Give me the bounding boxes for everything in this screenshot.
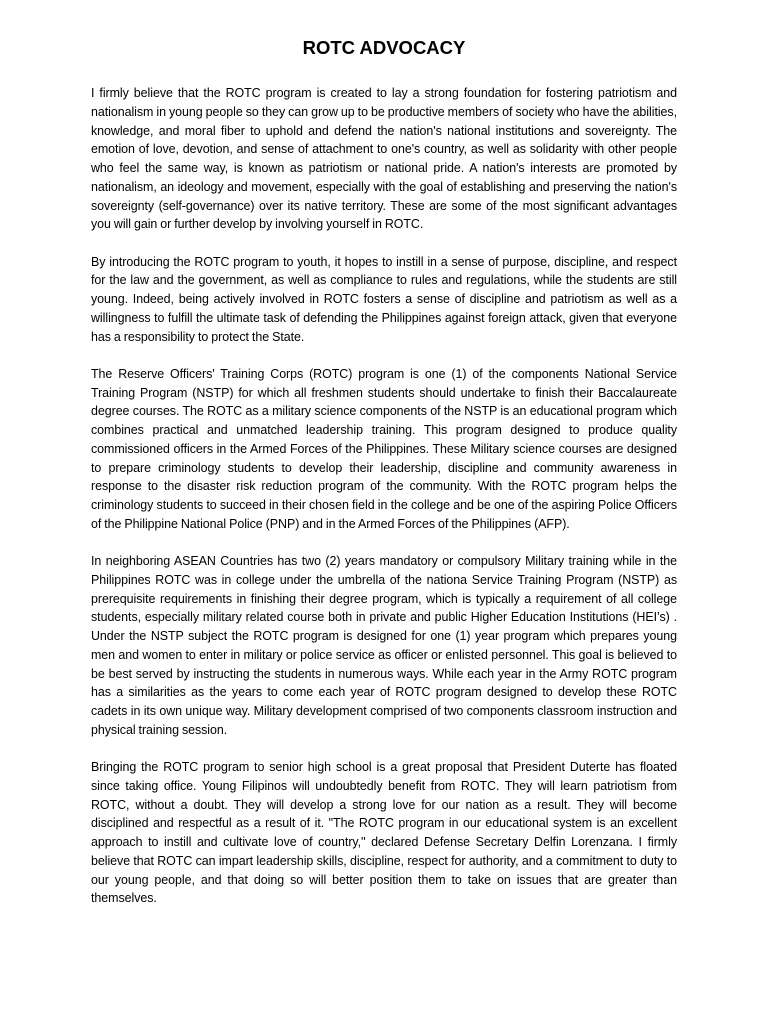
paragraph-3: The Reserve Officers' Training Corps (ROTC) program is one (1) of the components National Service Training Program (NSTP) for which all freshmen students should undertake to finish their Baccalaureate degree courses. The ROTC as a military science components of the NSTP is an educational program which combines practical and unmatched leadership training. This program designed to produce quality commissioned officers in the Armed Forces of the Philippines. These Military science courses are designed to prepare criminology students to develop their leadership, discipline and community awareness in response to the disaster risk reduction program of the community. With the ROTC program helps the criminology students to succeed in their chosen field in the college and be one of the aspiring Police Officers of the Philippine National Police (PNP) and in the Armed Forces of the Philippines (AFP). (91, 366, 677, 531)
document-page (91, 36, 677, 927)
paragraph-4: In neighboring ASEAN Countries has two (2) years mandatory or compulsory Military training while in the Philippines ROTC was in college under the umbrella of the nationa Service Training Program (NSTP) as prerequisite requirements in finishing their degree program, which is typically a requirement of all college students, especially military related course both in private and public Higher Education Institutions (HEI’s) . Under the NSTP subject the ROTC program is designed for one (1) year program which prepares young men and women to enter in military or police service as officer or enlisted personnel. This goal is believed to be best served by instructing the students in numerous ways. While each year in the Army ROTC program has a similarities as the years to come each year of ROTC program designed to develop these ROTC cadets in its own unique way. Military development comprised of two components classroom instruction and physical training session. (91, 554, 677, 737)
paragraph-1: I firmly believe that the ROTC program is created to lay a strong foundation for fostering patriotism and nationalism in young people so they can grow up to be productive members of society who have the abilities, knowledge, and moral fiber to uphold and defend the nation's national institutions and sovereignty. The emotion of love, devotion, and sense of attachment to one's country, as well as solidarity with other people who feel the same way, is known as patriotism or national pride. A nation's interests are promoted by nationalism, an ideology and movement, especially with the goal of establishing and preserving the nation's sovereignty (self-governance) over its native territory. These are some of the most significant advantages you will gain or further develop by involving yourself in ROTC. (91, 86, 677, 232)
paragraph-5: Bringing the ROTC program to senior high school is a great proposal that President Duterte has floated since taking office. Young Filipinos will undoubtedly benefit from ROTC. They will learn patriotism from ROTC, without a doubt. They will develop a strong love for our nation as a result. They will become disciplined and respectful as a result of it. "The ROTC program in our educational system is an excellent approach to instill and cultivate love of country," declared Defense Secretary Delfin Lorenzana. I firmly believe that ROTC can impart leadership skills, discipline, respect for authority, and a commitment to duty to our young people, and that doing so will better position them to take on issues that are greater than themselves. (91, 760, 677, 906)
paragraph-2: By introducing the ROTC program to youth, it hopes to instill in a sense of purpose, discipline, and respect for the law and the government, as well as compliance to rules and regulations, while the students are still young. Indeed, being actively involved in ROTC fosters a sense of discipline and patriotism as well as a willingness to fulfill the ultimate task of defending the Philippines against foreign attack, given that everyone has a responsibility to protect the State. (91, 254, 677, 344)
document-title: ROTC ADVOCACY (302, 37, 466, 58)
